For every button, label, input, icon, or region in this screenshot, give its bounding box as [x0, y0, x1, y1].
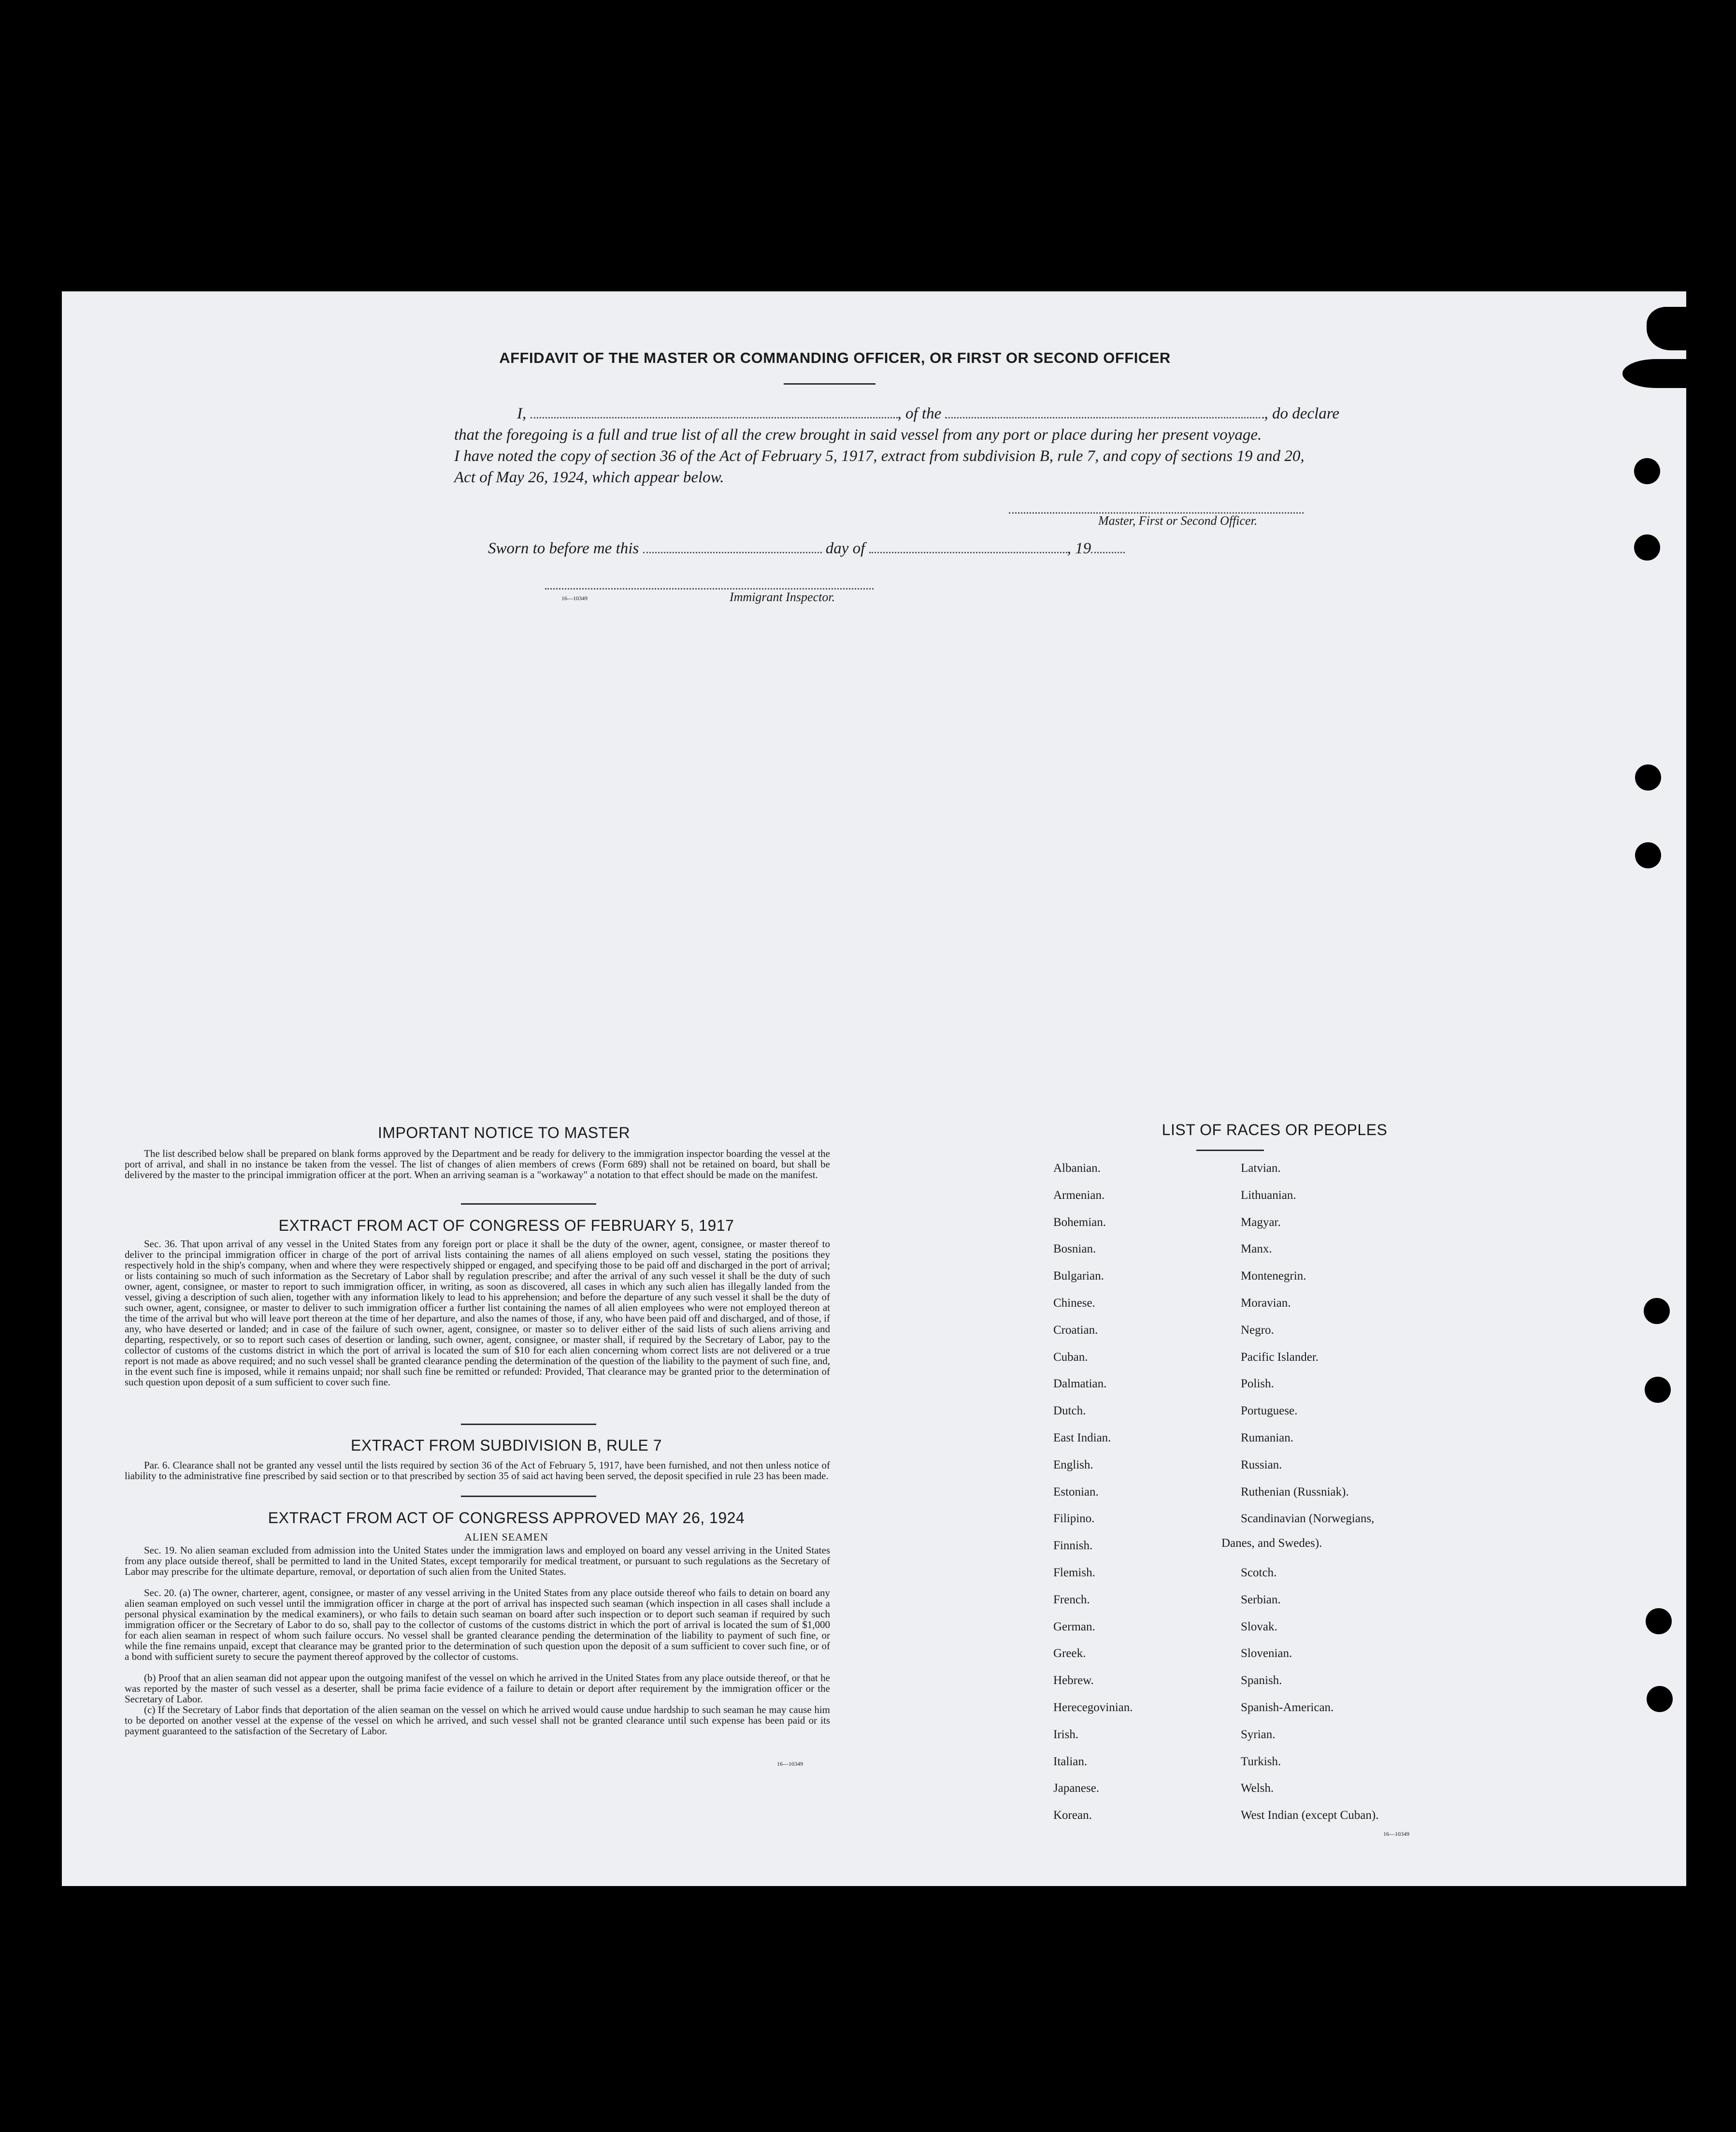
- race-item: Ruthenian (Russniak).: [1241, 1485, 1349, 1498]
- race-item: French.: [1053, 1593, 1090, 1606]
- torn-edge: [1622, 359, 1690, 388]
- race-item: Negro.: [1241, 1323, 1274, 1337]
- race-item: Bosnian.: [1053, 1242, 1096, 1256]
- sec-20b-text: (b) Proof that an alien seaman did not appear upon the outgoing manifest of the vessel on which he arrived in the United States from any place outside thereof, or that he was reported by the master of such vessel as a deserter, shall be prima facie evidence of a failure to detain or deport after requirement by the immigration officer or the Secretary of Labor.: [125, 1672, 830, 1705]
- section-divider: [461, 1496, 596, 1497]
- extract-1924-title: EXTRACT FROM ACT OF CONGRESS APPROVED MAY 26, 1924: [268, 1509, 745, 1527]
- race-item: Manx.: [1241, 1242, 1272, 1256]
- sworn-line: [454, 538, 1324, 559]
- punch-hole: [1634, 458, 1660, 484]
- race-item: Japanese.: [1053, 1782, 1100, 1795]
- form-number: 16—10349: [561, 595, 588, 602]
- race-item: Russian.: [1241, 1458, 1282, 1471]
- race-item: Pacific Islander.: [1241, 1350, 1319, 1364]
- punch-hole: [1647, 1686, 1673, 1712]
- punch-hole: [1645, 1377, 1671, 1403]
- race-item: Armenian.: [1053, 1188, 1105, 1202]
- section-divider: [461, 1424, 596, 1425]
- sec-19-text: Sec. 19. No alien seaman excluded from admission into the United States under the immigration laws and employed on board any vessel arriving in the United States from any place outside thereof, shall be permitted to land in the United States, except temporarily for medical treatment, or pursuant to such regulations as the Secretary of Labor may prescribe for the ultimate departure, removal, or deportation of such alien from the United States.: [125, 1544, 830, 1577]
- race-item: Bohemian.: [1053, 1215, 1106, 1229]
- races-title: LIST OF RACES OR PEOPLES: [1162, 1121, 1388, 1138]
- race-item: Montenegrin.: [1241, 1269, 1306, 1283]
- notice-text: The list described below shall be prepared on blank forms approved by the Department and be ready for delivery to the immigration inspector boarding the vessel at the port of arrival, and shall in no instance be taken from the vessel. The list of changes of alien members of crews (Form 689) shall not be retained on board, but shall be delivered by the master to the principal immigration officer at the port. When an arriving seaman is a "workaway" a notation to that effect should be made on the manifest.: [125, 1148, 830, 1181]
- declaration-line-2: that the foregoing is a full and true list of all the crew brought in said vessel from any port or place during her present voyage.: [454, 426, 1262, 444]
- form-number: 16—10349: [1383, 1830, 1409, 1837]
- race-item: East Indian.: [1053, 1431, 1111, 1444]
- form-number: 16—10349: [777, 1760, 803, 1767]
- race-item-continued: Danes, and Swedes).: [1221, 1537, 1322, 1550]
- punch-hole: [1635, 764, 1661, 791]
- race-item: Croatian.: [1053, 1323, 1098, 1337]
- declaration-line-3: I have noted the copy of section 36 of the Act of February 5, 1917, extract from subdivision B, rule 7, and copy of sections 19 and 20,: [454, 447, 1305, 465]
- race-item: Chinese.: [1053, 1296, 1095, 1310]
- race-item: Spanish.: [1241, 1674, 1282, 1687]
- race-item: Spanish-American.: [1241, 1701, 1334, 1714]
- inspector-label: Immigrant Inspector.: [730, 590, 835, 604]
- master-signature-label: Master, First or Second Officer.: [1098, 514, 1258, 528]
- races-title-divider: [1196, 1150, 1264, 1151]
- race-item: Estonian.: [1053, 1485, 1099, 1498]
- sworn-label: Sworn to before me this: [488, 540, 639, 557]
- race-item: Scotch.: [1241, 1566, 1277, 1579]
- section-divider: [461, 1203, 596, 1205]
- name-blank[interactable]: [531, 412, 898, 418]
- race-item: Cuban.: [1053, 1350, 1088, 1364]
- day-of-label: day of: [825, 540, 865, 557]
- punch-hole: [1635, 842, 1661, 868]
- race-item: Welsh.: [1241, 1782, 1274, 1795]
- of-the-label: , of the: [897, 405, 942, 422]
- year-label: , 19: [1067, 540, 1091, 557]
- year-blank[interactable]: [1091, 547, 1125, 553]
- sworn-date-blank[interactable]: [643, 547, 822, 553]
- declaration-line-4: Act of May 26, 1924, which appear below.: [454, 469, 724, 486]
- race-item: Moravian.: [1241, 1296, 1291, 1310]
- subdivision-b-text: Par. 6. Clearance shall not be granted any vessel until the lists required by section 36 of the Act of February 5, 1917, have been furnished, and not then unless notice of liability to the administrative fine prescribed by said section or to that prescribed by section 35 of said act having been served, the deposit specified in rule 23 has been made.: [125, 1459, 830, 1482]
- sec-20a-text: Sec. 20. (a) The owner, charterer, agent, consignee, or master of any vessel arriving in the United States from any place outside thereof who fails to detain on board any alien seaman employed on such vessel until the immigration officer in charge at the port of arrival has inspected such seaman (which inspection in all cases shall include a personal physical examination by the medical examiners), or who fails to detain such seaman on board after such inspection or to deport such seaman if required by such immigration officer or the Secretary of Labor to do so, shall pay to the collector of customs of the customs district in which the port of arrival is located the sum of $1,000 for each alien seaman in respect of whom such failure occurs. No vessel shall be granted clearance pending the determination of the liability to payment of such fine, or while the fine remains unpaid, except that clearance may be granted prior to the determination of such question upon the deposit of a sum sufficient to cover such fine, or of a bond with sufficient surety to secure the payment thereof approved by the collector of customs.: [125, 1587, 830, 1662]
- race-item: Korean.: [1053, 1809, 1092, 1822]
- affidavit-title: AFFIDAVIT OF THE MASTER OR COMMANDING OFFICER, OR FIRST OR SECOND OFFICER: [499, 349, 1171, 366]
- vessel-blank[interactable]: [945, 412, 1264, 418]
- race-item: Albanian.: [1053, 1162, 1101, 1175]
- race-item: Slovak.: [1241, 1620, 1277, 1633]
- race-item: Serbian.: [1241, 1593, 1281, 1606]
- declarant-prefix: I,: [517, 405, 527, 422]
- race-item: Dutch.: [1053, 1404, 1086, 1418]
- race-item: Latvian.: [1241, 1162, 1281, 1175]
- race-item: Flemish.: [1053, 1566, 1095, 1579]
- form-page: [62, 291, 1686, 1886]
- alien-seamen-subtitle: ALIEN SEAMEN: [464, 1531, 548, 1543]
- race-item: Portuguese.: [1241, 1404, 1298, 1418]
- race-item: English.: [1053, 1458, 1093, 1471]
- torn-edge: [1647, 307, 1695, 350]
- punch-hole: [1644, 1298, 1670, 1324]
- inspector-signature-line[interactable]: [545, 583, 874, 590]
- race-item: Hebrew.: [1053, 1674, 1094, 1687]
- race-item: Slovenian.: [1241, 1647, 1292, 1660]
- extract-1917-title: EXTRACT FROM ACT OF CONGRESS OF FEBRUARY 5, 1917: [278, 1217, 734, 1234]
- race-item: Greek.: [1053, 1647, 1086, 1660]
- punch-hole: [1634, 534, 1660, 561]
- declaration-line-1: [454, 403, 1382, 424]
- race-item: Filipino.: [1053, 1512, 1095, 1526]
- race-item: German.: [1053, 1620, 1095, 1633]
- race-item: Bulgarian.: [1053, 1269, 1104, 1283]
- extract-1917-text: Sec. 36. That upon arrival of any vessel in the United States from any foreign port or place it shall be the duty of the owner, agent, consignee, or master thereof to deliver to the principal immigration officer in charge of the port of arrival lists containing the names of all aliens employed on such vessel, stating the positions they respectively hold in the ship's company, when and where they were respectively shipped or engaged, and specifying those to be paid off and discharged in the port of arrival; or lists containing so much of such information as the Secretary of Labor shall by regulation prescribe; and after the arrival of any such vessel it shall be the duty of such owner, agent, consignee, or master to report to such immigration officer, in writing, as soon as discovered, all cases in which any such alien has illegally landed from the vessel, giving a description of such alien, together with any information likely to lead to his apprehension; and before the departure of any such vessel it shall be the duty of such owner, agent, consignee, or master to deliver to such immigration officer a further list containing the names of all alien employees who were not employed thereon at the time of the arrival but who will leave port thereon at the time of her departure, and also the names of those, if any, who have been paid off and discharged, and of those, if any, who have deserted or landed; and in case of the failure of such owner, agent, consignee, or master so to deliver either of the said lists of such aliens arriving and departing, respectively, or so to report such cases of desertion or landing, such owner, agent, consignee, or master shall, if required by the Secretary of Labor, pay to the collector of customs of the customs district in which the port of arrival is located the sum of $10 for each alien concerning whom correct lists are not delivered or a true report is not made as above required; and no such vessel shall be granted clearance pending the determination of the question of the liability to the payment of such fine, and, in the event such fine is imposed, while it remains unpaid; nor shall such fine be remitted or refunded: Provided, That clearance may be granted prior to the determination of such question upon deposit of a sum sufficient to cover such fine.: [125, 1238, 830, 1388]
- race-item: West Indian (except Cuban).: [1241, 1809, 1379, 1822]
- race-item: Herecegovinian.: [1053, 1701, 1133, 1714]
- race-item: Lithuanian.: [1241, 1188, 1296, 1202]
- punch-hole: [1646, 1608, 1672, 1634]
- title-divider: [784, 383, 875, 385]
- subdivision-b-title: EXTRACT FROM SUBDIVISION B, RULE 7: [350, 1437, 662, 1454]
- sec-20c-text: (c) If the Secretary of Labor finds that deportation of the alien seaman on the vessel on which he arrived would cause undue hardship to such seaman he may cause him to be deported on another vessel at the expense of the vessel on which he arrived, and such vessel shall not be granted clearance until such expense has been paid or its payment guaranteed to the satisfaction of the Secretary of Labor.: [125, 1704, 830, 1737]
- race-item: Italian.: [1053, 1755, 1088, 1768]
- race-item: Polish.: [1241, 1377, 1274, 1391]
- master-signature-line[interactable]: [1009, 507, 1304, 514]
- race-item: Magyar.: [1241, 1215, 1281, 1229]
- declare-label: , do declare: [1264, 405, 1339, 422]
- notice-title: IMPORTANT NOTICE TO MASTER: [377, 1124, 631, 1141]
- race-item: Finnish.: [1053, 1539, 1093, 1553]
- race-item: Turkish.: [1241, 1755, 1281, 1768]
- race-item: Rumanian.: [1241, 1431, 1294, 1444]
- month-blank[interactable]: [869, 547, 1067, 553]
- race-item: Irish.: [1053, 1728, 1079, 1741]
- race-item: Dalmatian.: [1053, 1377, 1107, 1391]
- race-item: Scandinavian (Norwegians,: [1241, 1512, 1375, 1526]
- race-item: Syrian.: [1241, 1728, 1276, 1741]
